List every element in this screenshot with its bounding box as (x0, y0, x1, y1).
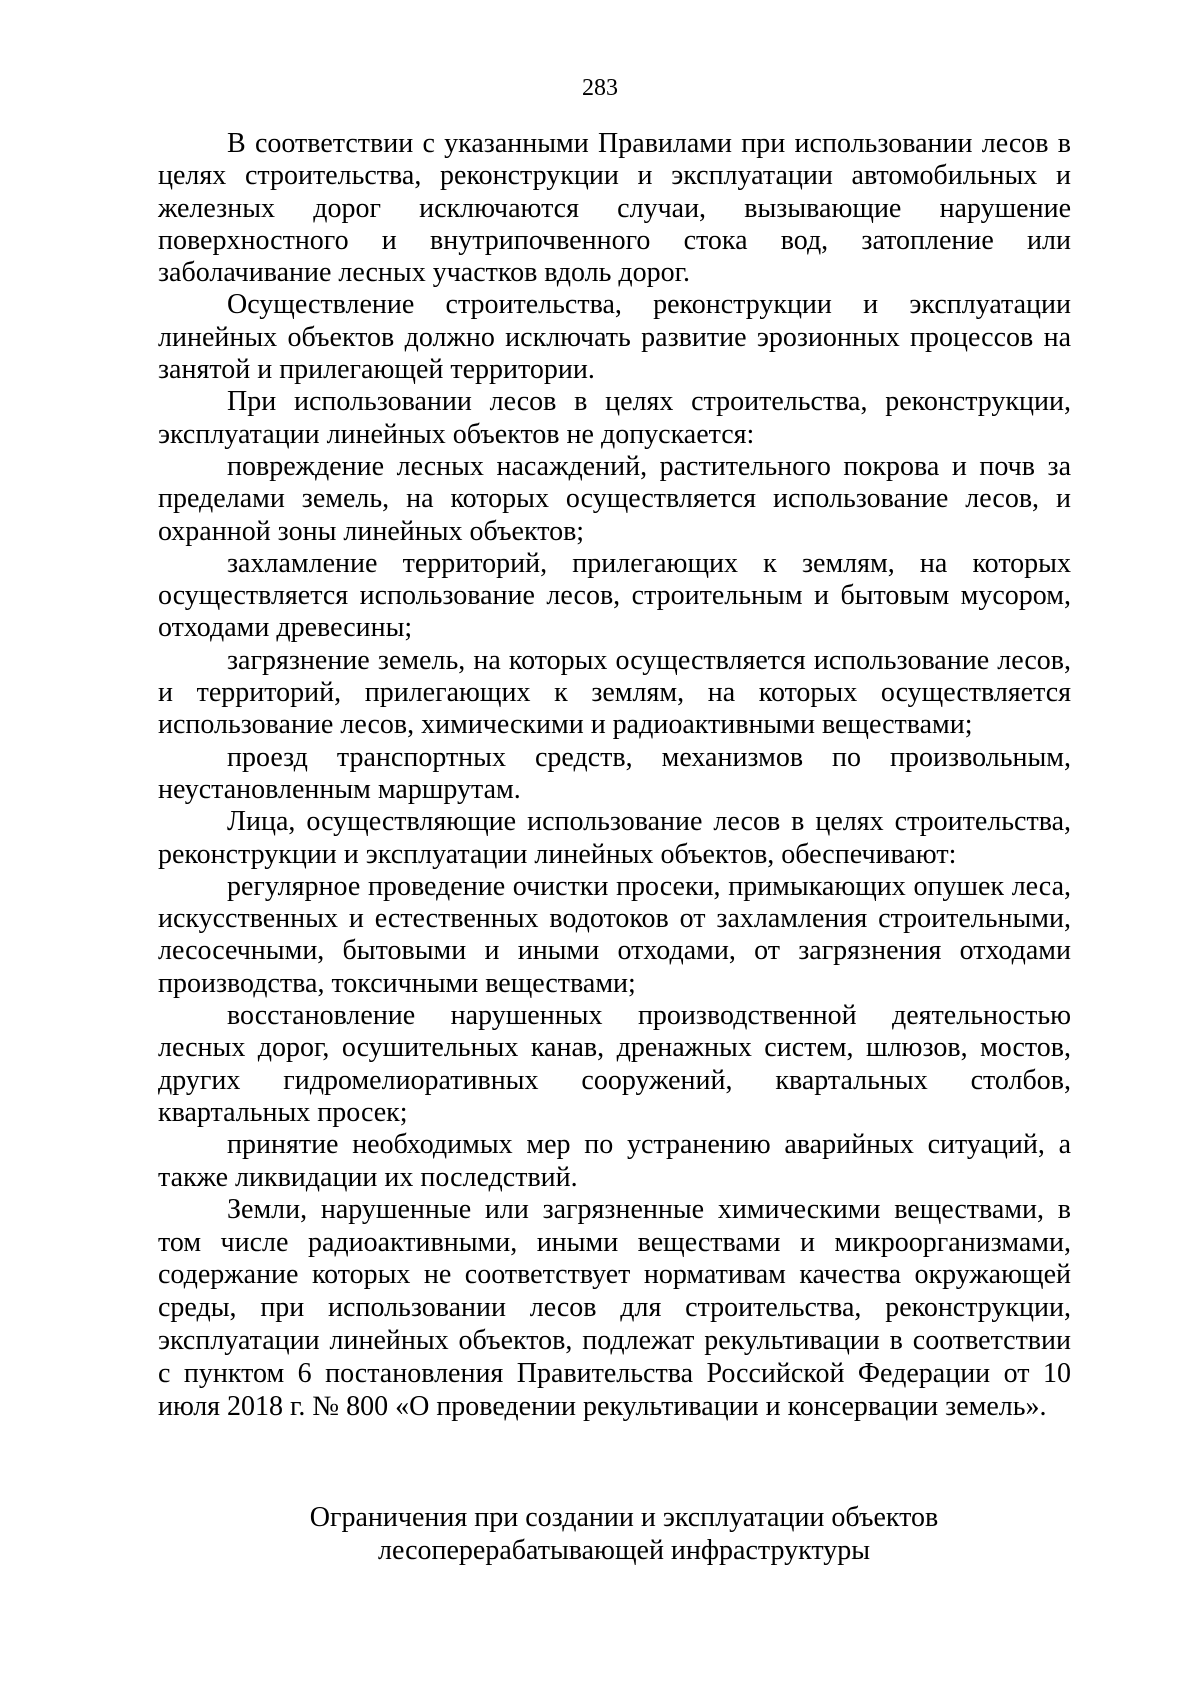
list-item: захламление территорий, прилегающих к землям, на которых осуществляется использование лесов, строительным и бытовым мусором, отходами древесины; (158, 547, 1071, 644)
section-heading-line: лесоперерабатывающей инфраструктуры (377, 1535, 871, 1566)
paragraph: Земли, нарушенные или загрязненные химическими веществами, в том числе радиоактивными, иными веществами и микроорганизмами, содержание которых не соответствует нормативам качества окружающей среды, при использовании лесов для строительства, реконструкции, эксплуатации линейных объектов, подлежат рекультивации в соответствии с пунктом 6 постановления Правительства Российской Федерации от 10 июля 2018 г. № 800 «О проведении рекультивации и консервации земель». (158, 1193, 1071, 1422)
list-item: загрязнение земель, на которых осуществляется использование лесов, и территорий, прилегающих к землям, на которых осуществляется использование лесов, химическими и радиоактивными веществами; (158, 644, 1071, 741)
paragraph: При использовании лесов в целях строительства, реконструкции, эксплуатации линейных объектов не допускается: (158, 386, 1071, 450)
page-number: 283 (582, 75, 618, 101)
list-item: проезд транспортных средств, механизмов по произвольным, неустановленным маршрутам. (158, 741, 1071, 805)
list-item: регулярное проведение очистки просеки, примыкающих опушек леса, искусственных и естественных водотоков от захламления строительными, лесосечными, бытовыми и иными отходами, от загрязнения отходами производства, токсичными веществами; (158, 870, 1071, 999)
paragraph: Осуществление строительства, реконструкции и эксплуатации линейных объектов должно исключать развитие эрозионных процессов на занятой и прилегающей территории. (158, 289, 1071, 386)
section-heading-line: Ограничения при создании и эксплуатации объектов (309, 1502, 939, 1533)
list-item: принятие необходимых мер по устранению аварийных ситуаций, а также ликвидации их последствий. (158, 1129, 1071, 1193)
list-item: повреждение лесных насаждений, растительного покрова и почв за пределами земель, на которых осуществляется использование лесов, и охранной зоны линейных объектов; (158, 450, 1071, 547)
paragraph: В соответствии с указанными Правилами при использовании лесов в целях строительства, реконструкции и эксплуатации автомобильных и железных дорог исключаются случаи, вызывающие нарушение поверхностного и внутрипочвенного стока вод, затопление или заболачивание лесных участков вдоль дорог. (158, 128, 1071, 289)
list-item: восстановление нарушенных производственной деятельностью лесных дорог, осушительных канав, дренажных систем, шлюзов, мостов, других гидромелиоративных сооружений, квартальных столбов, квартальных просек; (158, 1000, 1071, 1128)
paragraph: Лица, осуществляющие использование лесов в целях строительства, реконструкции и эксплуатации линейных объектов, обеспечивают: (158, 806, 1071, 870)
section-heading (0, 1501, 1200, 1567)
body-text (158, 128, 1071, 1423)
